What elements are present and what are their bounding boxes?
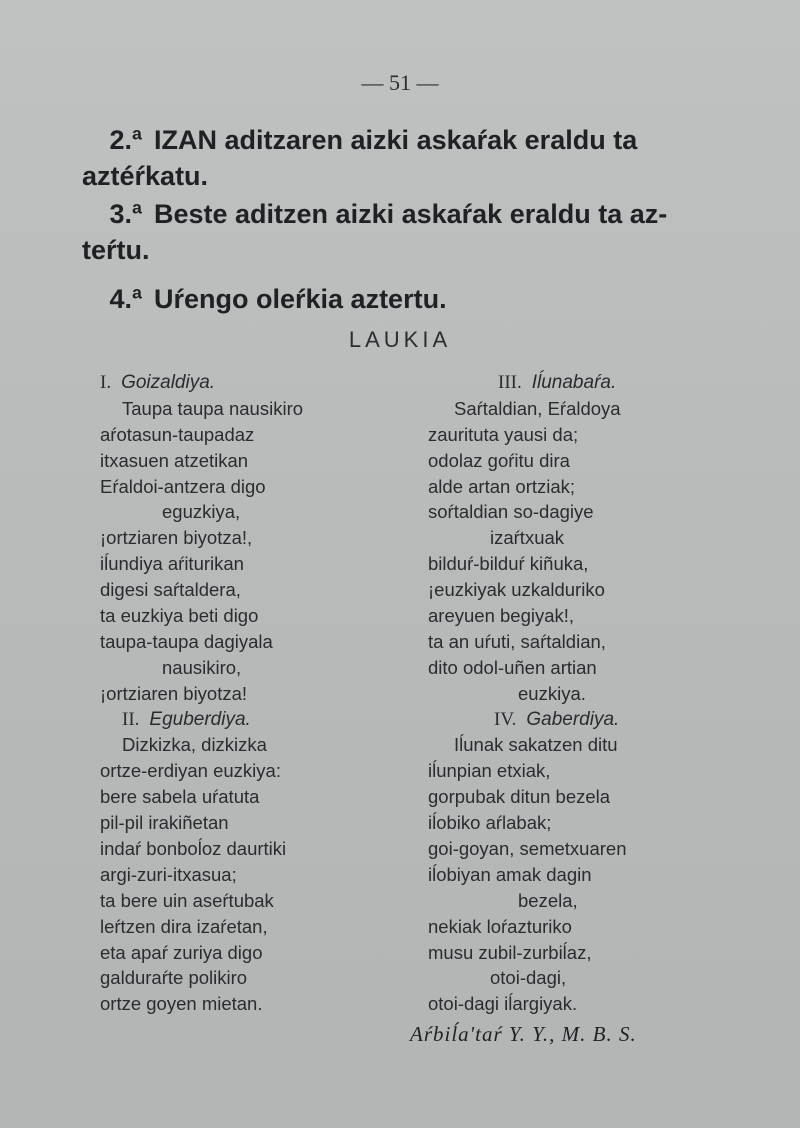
poem-line: iĺobiko aŕlabak; — [428, 812, 552, 834]
poem-line: nausikiro, — [162, 656, 242, 678]
poem-line: bilduŕ-bilduŕ kiñuka, — [428, 553, 589, 575]
exercise-number: 3.ª — [109, 199, 142, 229]
section-heading — [428, 370, 718, 396]
page-number: — 51 — — [361, 70, 439, 95]
poem-line: ¡ortziaren biyotza!, — [100, 527, 253, 549]
poem-title: LAUKIA — [348, 327, 452, 352]
poem-line: bezela, — [518, 889, 578, 911]
exercise-heading-3 — [82, 196, 732, 268]
poem-line: ta an uŕuti, saŕtaldian, — [428, 630, 606, 652]
section-number: III. — [498, 372, 522, 393]
poem-line: taupa-taupa dagiyala — [100, 630, 273, 652]
poem-line: soŕtaldian so-dagiye — [428, 501, 594, 523]
poem-line: ¡ortziaren biyotza! — [100, 682, 248, 704]
poem-line: aŕotasun-taupadaz — [100, 423, 255, 445]
poem-line: otoi-dagi, — [490, 967, 567, 989]
poem-line: ortze-erdiyan euzkiya: — [100, 760, 281, 782]
section-heading — [428, 707, 718, 733]
poem-line: areyuen begiyak!, — [428, 605, 575, 627]
exercise-heading-2 — [82, 122, 732, 194]
poem-line: Saŕtaldian, Eŕaldoya — [454, 397, 621, 419]
exercise-heading-4 — [82, 281, 732, 317]
poem-line: odolaz goŕitu dira — [428, 449, 570, 471]
exercise-number: 2.ª — [109, 125, 142, 155]
poem-right-column — [428, 370, 718, 1017]
poem-line: euzkiya. — [518, 682, 586, 704]
section-number: II. — [122, 708, 140, 730]
poem-line: indaŕ bonboĺoz daurtiki — [100, 838, 287, 860]
poem-line: argi-zuri-itxasua; — [100, 863, 237, 885]
poem-line: nekiak loŕazturiko — [428, 915, 572, 937]
section-heading — [100, 707, 380, 733]
section-name: Iĺunabaŕa. — [531, 372, 617, 393]
section-number: I. — [100, 372, 112, 393]
poem-line: eta apaŕ zuriya digo — [100, 941, 263, 963]
poem-line: galduraŕte polikiro — [100, 967, 248, 989]
section-name: Eguberdiya. — [149, 708, 251, 730]
exercise-text: IZAN aditzaren aizki askaŕak eraldu ta aztéŕkatu. — [82, 125, 638, 191]
section-heading — [100, 370, 380, 396]
poem-line: otoi-dagi iĺargiyak. — [428, 993, 578, 1015]
poem-line: pil-pil irakiñetan — [100, 812, 229, 834]
poem-line: alde artan ortziak; — [428, 475, 576, 497]
poem-line: zaurituta yausi da; — [428, 423, 579, 445]
poem-line: Iĺunak sakatzen ditu — [454, 734, 618, 756]
poem-line: ortze goyen mietan. — [100, 993, 263, 1015]
poem-line: Eŕaldoi-antzera digo — [100, 475, 266, 497]
poem-line: goi-goyan, semetxuaren — [428, 838, 627, 860]
poem-line: gorpubak ditun bezela — [428, 786, 611, 808]
poem-line: iĺunpian etxiak, — [428, 760, 551, 782]
poem-line: leŕtzen dira izaŕetan, — [100, 915, 268, 937]
section-name: Goizaldiya. — [121, 372, 216, 393]
exercise-text: Uŕengo oleŕkia aztertu. — [154, 284, 447, 314]
poem-line: Dizkizka, dizkizka — [122, 734, 267, 756]
poem-line: ¡euzkiyak uzkalduriko — [428, 579, 605, 601]
poem-line: musu zubil-zurbiĺaz, — [428, 941, 592, 963]
section-number: IV. — [494, 708, 517, 730]
poem-line: bere sabela uŕatuta — [100, 786, 260, 808]
poem-line: digesi saŕtaldera, — [100, 579, 241, 601]
poem-line: iĺobiyan amak dagin — [428, 863, 592, 885]
exercise-number: 4.ª — [109, 284, 142, 314]
poem-line: ta bere uin aseŕtubak — [100, 889, 274, 911]
poem-line: eguzkiya, — [162, 501, 241, 523]
poem-line: izaŕtxuak — [490, 527, 565, 549]
exercise-text: Beste aditzen aizki askaŕak eraldu ta az- teŕtu. — [82, 199, 668, 265]
poem-line: Taupa taupa nausikiro — [122, 397, 304, 419]
poem-line: dito odol-uñen artian — [428, 656, 597, 678]
author-signature: Aŕbiĺa'taŕ Y. Y., M. B. S. — [410, 1022, 637, 1046]
poem-line: itxasuen atzetikan — [100, 449, 249, 471]
poem-line: ta euzkiya beti digo — [100, 605, 259, 627]
section-name: Gaberdiya. — [526, 708, 620, 730]
poem-left-column — [100, 370, 380, 1017]
poem-line: iĺundiya aŕiturikan — [100, 553, 244, 575]
